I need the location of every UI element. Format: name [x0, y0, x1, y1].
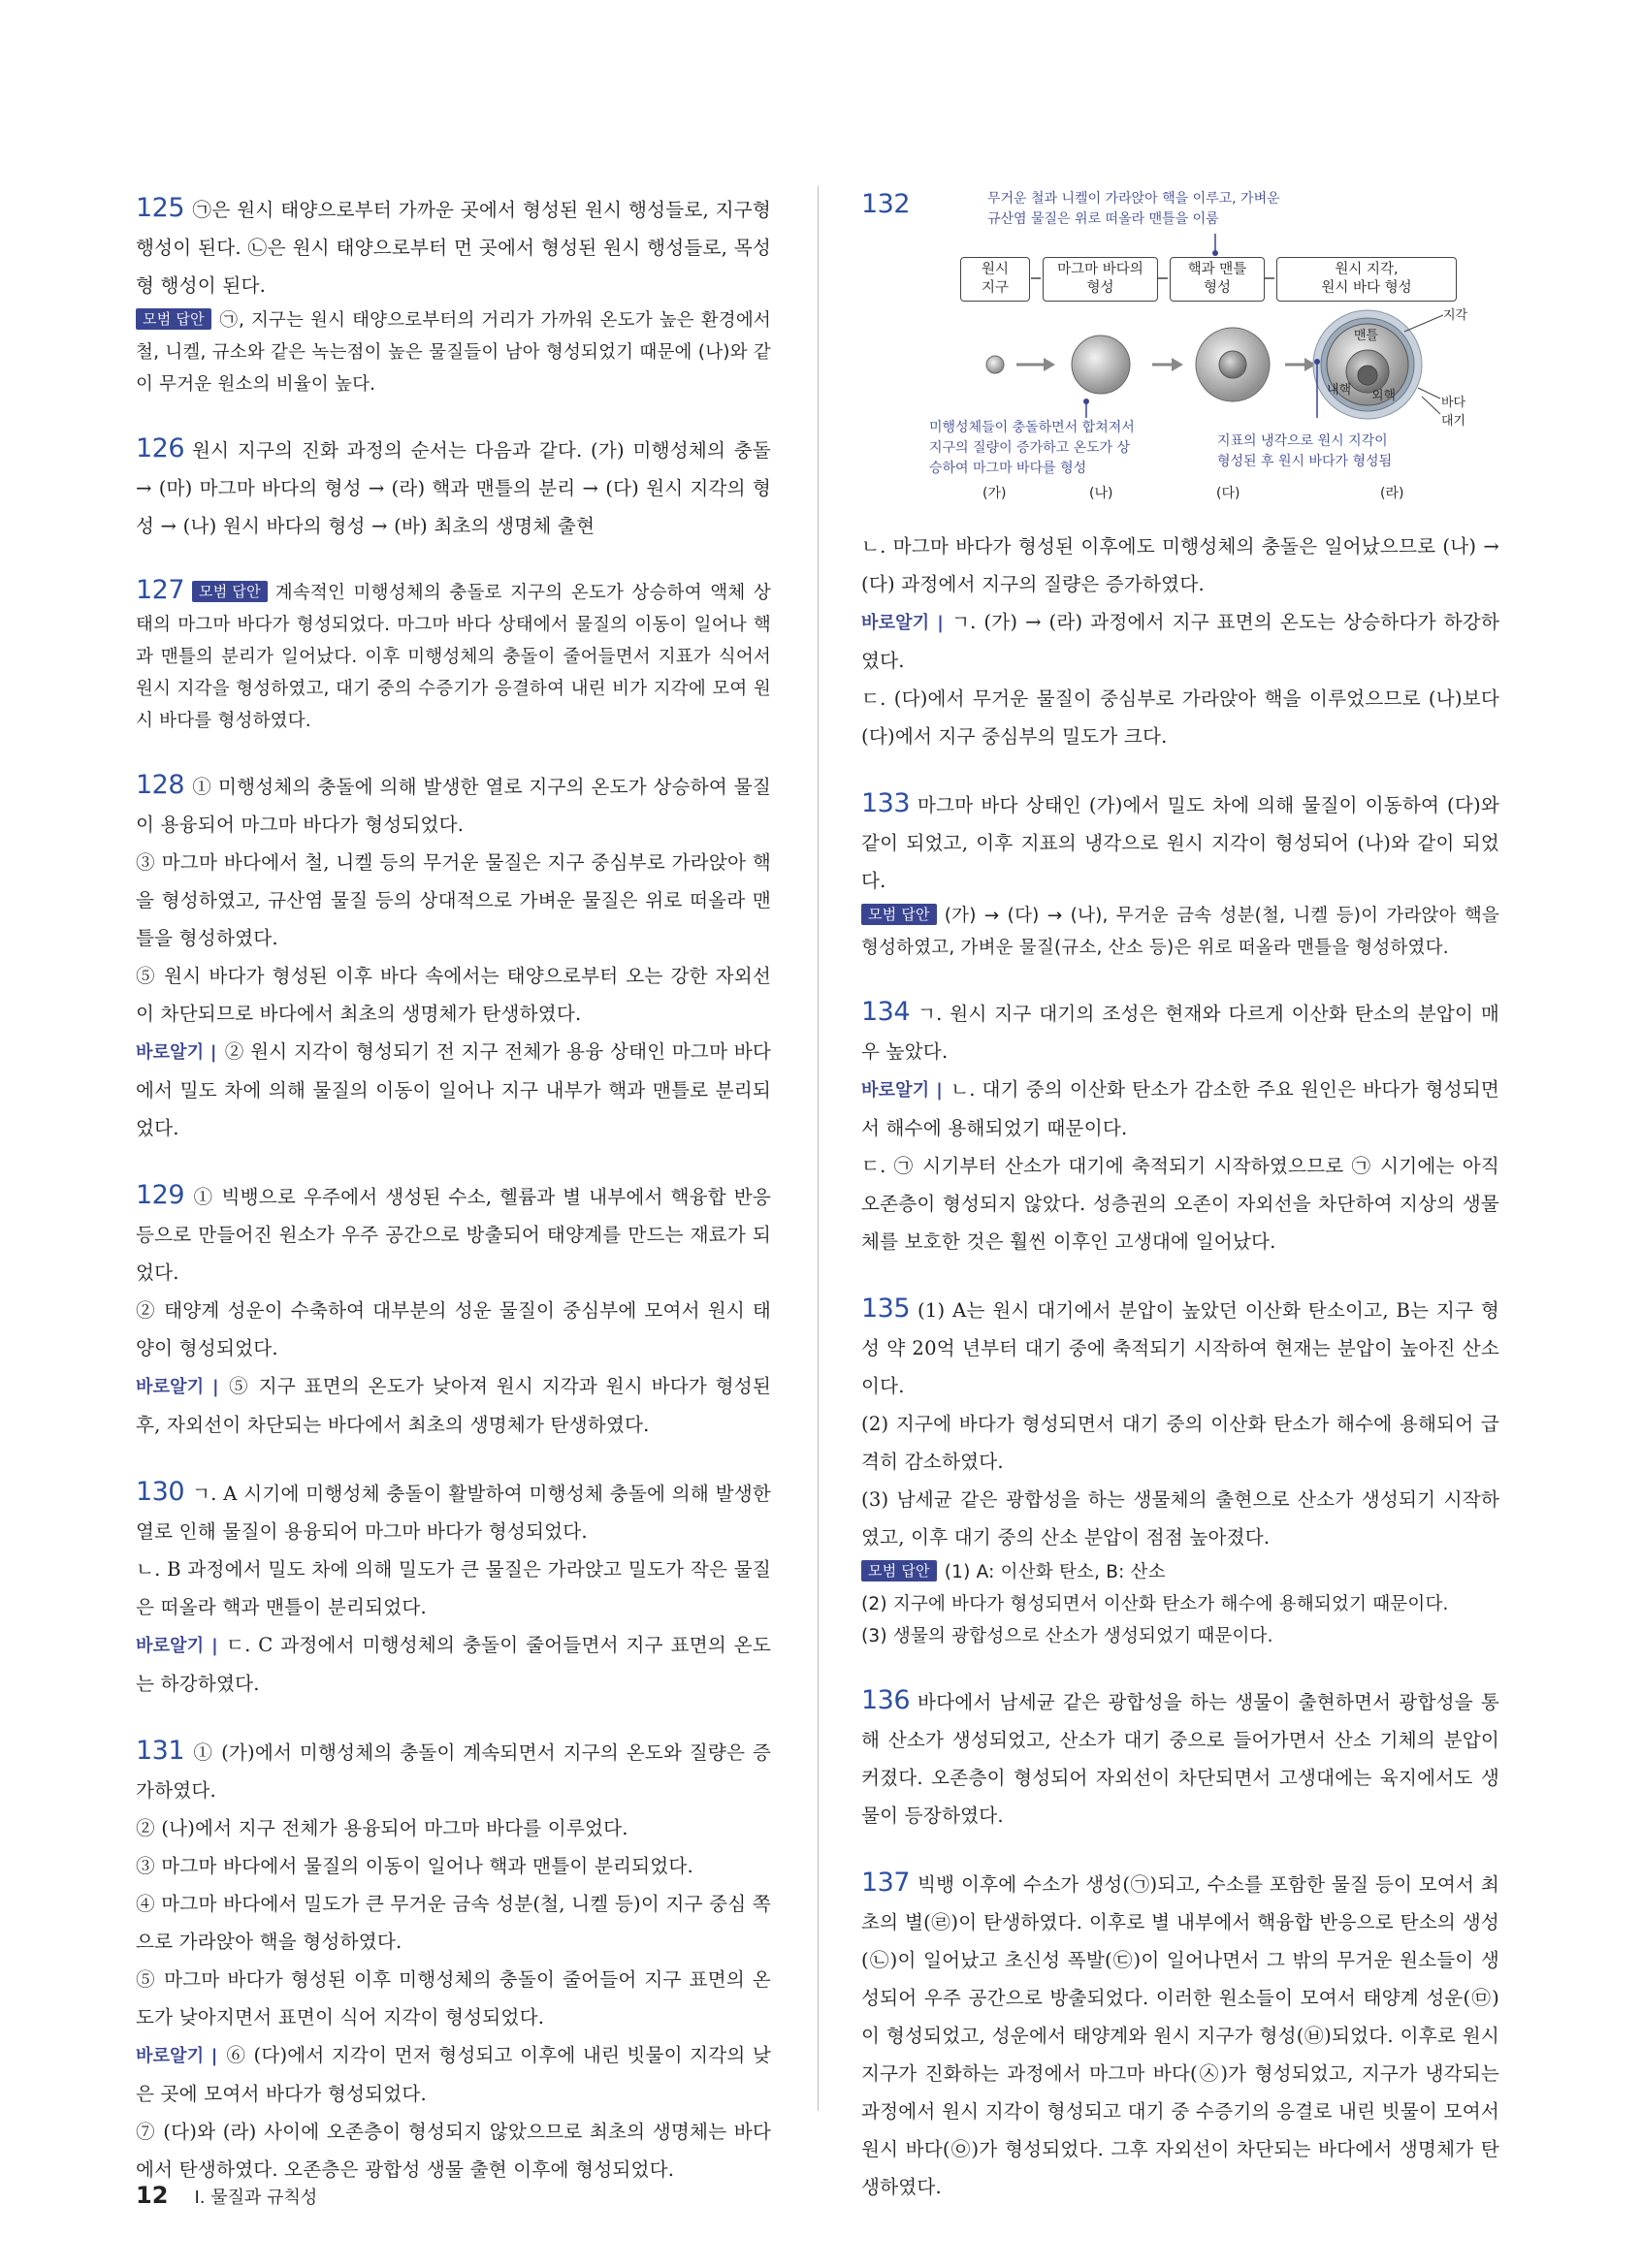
question-block: [136, 189, 771, 400]
paragraph-text: (가) → (다) → (나), 무거운 금속 성분(철, 니켈 등)이 가라앉아 핵을 형성하였고, 가벼운 물질(규소, 산소 등)은 위로 떠올라 맨틀을 형성하였다.: [861, 906, 1499, 958]
paragraph-text: ㄷ. ㉠ 시기부터 산소가 대기에 축적되기 시작하였으므로 ㉠ 시기에는 아직 오존층이 형성되지 않았다. 성층권의 오존이 자외선을 차단하여 지상의 생물체를 보호한 것은 훨씬 이후인 고생대에 일어났다.: [861, 1155, 1499, 1253]
paragraph-text: ㄱ. A 시기에 미행성체 충돌이 활발하여 미행성체 충돌에 의해 발생한 열로 인해 물질이 용융되어 마그마 바다가 형성되었다.: [136, 1483, 771, 1543]
paragraph-text: ㄴ. B 과정에서 밀도 차에 의해 밀도가 큰 물질은 가라앉고 밀도가 작은 물질은 떠올라 핵과 맨틀이 분리되었다.: [136, 1558, 771, 1618]
question-number: 129: [136, 1180, 185, 1210]
model-answer-badge: 모범 답안: [192, 581, 268, 602]
label-sea: 바다: [1441, 396, 1466, 410]
label-crust: 지각: [1443, 308, 1468, 323]
paragraph-text: ② (나)에서 지구 전체가 용융되어 마그마 바다를 이루었다.: [136, 1817, 628, 1839]
stage-box-core-mantle: 핵과 맨틀 형성: [1170, 257, 1265, 302]
explanation-text: [136, 844, 771, 957]
explanation-text: [861, 1147, 1499, 1261]
explanation-text: [136, 1961, 771, 2036]
paragraph-text: ① (가)에서 미행성체의 충돌이 계속되면서 지구의 온도와 질량은 증가하였다.: [136, 1741, 771, 1802]
paragraph-text: (2) 지구에 바다가 형성되면서 이산화 탄소가 해수에 용해되었기 때문이다.: [861, 1594, 1449, 1614]
model-answer: [136, 574, 771, 737]
paragraph-text: (3) 생물의 광합성으로 산소가 생성되었기 때문이다.: [861, 1626, 1273, 1646]
paragraph-text: ㄱ. 원시 지구 대기의 조성은 현재와 다르게 이산화 탄소의 분압이 매우 높았다.: [861, 1003, 1499, 1063]
explanation-text: [136, 1292, 771, 1367]
question-number: 136: [861, 1685, 911, 1715]
explanation-text: [136, 1176, 771, 1292]
panel-label-ra: (라): [1380, 486, 1404, 501]
section-title: I. 물질과 규칙성: [194, 2188, 318, 2208]
correction-note: [136, 2036, 771, 2113]
paragraph-text: ② 태양계 성운이 수축하여 대부분의 성운 물질이 중심부에 모여서 원시 태양이 형성되었다.: [136, 1299, 771, 1359]
paragraph-text: ⑤ 원시 바다가 형성된 이후 바다 속에서는 태양으로부터 오는 강한 자외선이 차단되므로 바다에서 최초의 생명체가 탄생하였다.: [136, 965, 771, 1025]
question-block: [861, 1864, 1499, 2206]
model-answer: [861, 1588, 1499, 1620]
stage-box-magma-ocean: 마그마 바다의 형성: [1043, 257, 1158, 302]
correction-label: 바로알기 |: [136, 1377, 219, 1397]
model-answer: [136, 304, 771, 400]
explanation-text: [136, 1847, 771, 1885]
question-block: [861, 1290, 1499, 1652]
paragraph-text: ③ 마그마 바다에서 물질의 이동이 일어나 핵과 맨틀이 분리되었다.: [136, 1855, 693, 1877]
explanation-text: [861, 1405, 1499, 1481]
paragraph-text: 계속적인 미행성체의 충돌로 지구의 온도가 상승하여 액체 상태의 마그마 바다가 형성되었다. 마그마 바다 상태에서 물질의 이동이 일어나 핵과 맨틀의 분리가 일어났다. 이후 미행성체의 충돌이 줄어들면서 지표가 식어서 원시 지각을 형성하였고, 대기 중의 수증기가 응결하여 내린 비가 지각에 모여 원시 바다를 형성하였다.: [136, 583, 771, 731]
model-answer-badge: 모범 답안: [861, 904, 937, 925]
question-number: 133: [861, 788, 911, 818]
question-number: 125: [136, 193, 185, 223]
paragraph-text: ② 원시 지각이 형성되기 전 지구 전체가 용융 상태인 마그마 바다에서 밀도 차에 의해 물질의 이동이 일어나 지구 내부가 핵과 맨틀로 분리되었다.: [136, 1040, 772, 1139]
paragraph-text: (1) A는 원시 대기에서 분압이 높았던 이산화 탄소이고, B는 지구 형성 약 20억 년부터 대기 중에 축적되기 시작하여 현재는 분압이 높아진 산소이다.: [861, 1299, 1499, 1397]
earth-evolution-diagram: [861, 189, 1499, 524]
correction-note: [861, 1070, 1499, 1147]
label-atmosphere: 대기: [1441, 414, 1466, 429]
correction-label: 바로알기 |: [861, 613, 945, 633]
question-number: 137: [861, 1868, 911, 1898]
question-block: [861, 1681, 1499, 1835]
paragraph-text: (1) A: 이산화 탄소, B: 산소: [944, 1562, 1166, 1582]
stage-box-crust-ocean: 원시 지각, 원시 바다 형성: [1276, 257, 1457, 302]
question-number: 130: [136, 1477, 185, 1507]
paragraph-text: ① 미행성체의 충돌에 의해 발생한 열로 지구의 온도가 상승하여 물질이 용융되어 마그마 바다가 형성되었다.: [136, 776, 771, 836]
explanation-text: [861, 527, 1499, 603]
column-divider: [818, 186, 819, 2111]
model-answer: [861, 1620, 1499, 1652]
label-outer-core: 외핵: [1371, 389, 1397, 403]
panel-label-ga: (가): [982, 486, 1007, 501]
paragraph-text: ㄴ. 대기 중의 이산화 탄소가 감소한 주요 원인은 바다가 형성되면서 해수에 용해되었기 때문이다.: [861, 1078, 1499, 1139]
question-number: 127: [136, 575, 185, 605]
explanation-text: [861, 1864, 1499, 2206]
explanation-text: [136, 1885, 771, 1961]
model-answer-badge: 모범 답안: [861, 1560, 937, 1581]
paragraph-text: ㄷ. C 과정에서 미행성체의 충돌이 줄어들면서 지구 표면의 온도는 하강하였다.: [136, 1634, 771, 1695]
paragraph-text: ④ 마그마 바다에서 밀도가 큰 무거운 금속 성분(철, 니켈 등)이 지구 중심 쪽으로 가라앉아 핵을 형성하였다.: [136, 1893, 771, 1953]
model-answer-badge: 모범 답안: [136, 308, 211, 330]
explanation-text: [861, 1681, 1499, 1835]
explanation-text: [136, 1473, 771, 1550]
question-block: [136, 574, 771, 737]
paragraph-text: ⑥ (다)에서 지각이 먼저 형성되고 이후에 내린 빗물이 지각의 낮은 곳에 모여서 바다가 형성되었다.: [136, 2044, 771, 2105]
explanation-text: [136, 1550, 771, 1626]
correction-label: 바로알기 |: [136, 1636, 218, 1656]
explanation-text: [136, 766, 771, 844]
question-number: 131: [136, 1736, 185, 1766]
label-inner-core: 내핵: [1327, 383, 1352, 398]
explanation-text: [861, 1481, 1499, 1556]
right-column: [861, 189, 1499, 2235]
paragraph-text: (3) 남세균 같은 광합성을 하는 생물체의 출현으로 산소가 생성되기 시작하였고, 이후 대기 중의 산소 분압이 점점 높아졌다.: [861, 1488, 1499, 1549]
question-block: [136, 1732, 771, 2188]
explanation-text: [136, 430, 771, 545]
paragraph-text: ⑤ 마그마 바다가 형성된 이후 미행성체의 충돌이 줄어들어 지구 표면의 온도가 낮아지면서 표면이 식어 지각이 형성되었다.: [136, 1968, 771, 2028]
correction-note: [136, 1626, 771, 1703]
question-block: [136, 766, 771, 1147]
question-block: [861, 993, 1499, 1261]
question-block: [861, 527, 1499, 755]
paragraph-text: 마그마 바다 상태인 (가)에서 밀도 차에 의해 물질이 이동하여 (다)와 같이 되었고, 이후 지표의 냉각으로 원시 지각이 형성되어 (나)와 같이 되었다.: [861, 794, 1499, 892]
explanation-text: [861, 680, 1499, 755]
label-mantle: 맨틀: [1354, 329, 1379, 343]
paragraph-text: ⑦ (다)와 (라) 사이에 오존층이 형성되지 않았으므로 최초의 생명체는 바다에서 탄생하였다. 오존층은 광합성 생물 출현 이후에 형성되었다.: [136, 2121, 771, 2181]
left-column: [136, 189, 771, 2218]
explanation-text: [136, 957, 771, 1033]
panel-label-da: (다): [1216, 486, 1240, 501]
diagram-top-note: 무거운 철과 니켈이 가라앉아 핵을 이루고, 가벼운 규산염 물질은 위로 떠올라 맨틀을 이룸: [987, 191, 1280, 227]
paragraph-text: ㉠, 지구는 원시 태양으로부터의 거리가 가까워 온도가 높은 환경에서 철, 니켈, 규소와 같은 녹는점이 높은 물질들이 남아 형성되었기 때문에 (나)와 같이 무거운 원소의 비율이 높다.: [136, 310, 771, 395]
paragraph-text: ① 빅뱅으로 우주에서 생성된 수소, 헬륨과 별 내부에서 핵융합 반응 등으로 만들어진 원소가 우주 공간으로 방출되어 태양계를 만드는 재료가 되었다.: [136, 1186, 771, 1284]
explanation-text: [861, 993, 1499, 1070]
question-number: 132: [861, 189, 911, 219]
question-number: 134: [861, 997, 911, 1027]
paragraph-text: 빅뱅 이후에 수소가 생성(㉠)되고, 수소를 포함한 물질 등이 모여서 최초의 별(㉣)이 탄생하였다. 이후로 별 내부에서 핵융합 반응으로 탄소의 생성(㉡)이 일어났고 초신성 폭발(㉢)이 일어나면서 그 밖의 무거운 원소들이 생성되어 우주 공간으로 방출되었다. 이러한 원소들이 모여서 태양계 성운(㉤)이 형성되었고, 성운에서 태양계와 원시 지구가 형성(㉥)되었다. 이후로 원시 지구가 진화하는 과정에서 마그마 바다(㉦)가 형성되었고, 지구가 냉각되는 과정에서 원시 지각이 형성되고 대기 중 수증기의 응결로 내린 빗물이 모여서 원시 바다(㉧)가 형성되었다. 그후 자외선이 차단되는 바다에서 생명체가 탄생하였다.: [861, 1873, 1499, 2198]
paragraph-text: ㄷ. (다)에서 무거운 물질이 중심부로 가라앉아 핵을 이루었으므로 (나)보다 (다)에서 지구 중심부의 밀도가 크다.: [861, 687, 1499, 748]
paragraph-text: 원시 지구의 진화 과정의 순서는 다음과 같다. (가) 미행성체의 충돌 → (마) 마그마 바다의 형성 → (라) 핵과 맨틀의 분리 → (다) 원시 지각의 형성 → (나) 원시 바다의 형성 → (바) 최초의 생명체 출현: [136, 439, 771, 537]
question-block: [136, 1473, 771, 1703]
paragraph-text: ㄴ. 마그마 바다가 형성된 이후에도 미행성체의 충돌은 일어났으므로 (나) → (다) 과정에서 지구의 질량은 증가하였다.: [861, 535, 1499, 595]
panel-label-na: (나): [1089, 486, 1113, 501]
explanation-text: [861, 784, 1499, 900]
paragraph-text: ⑤ 지구 표면의 온도가 낮아져 원시 지각과 원시 바다가 형성된 후, 자외선이 차단되는 바다에서 최초의 생명체가 탄생하였다.: [136, 1375, 772, 1436]
page-number: 12: [136, 2182, 169, 2209]
page-footer: [136, 2182, 317, 2209]
correction-label: 바로알기 |: [136, 1042, 217, 1063]
question-number: 135: [861, 1294, 911, 1324]
correction-label: 바로알기 |: [861, 1080, 944, 1101]
correction-note: [861, 603, 1499, 680]
explanation-text: [136, 189, 771, 304]
correction-label: 바로알기 |: [136, 2046, 218, 2066]
caption-cooling: 지표의 냉각으로 원시 지각이 형성된 후 원시 바다가 형성됨: [1217, 433, 1393, 469]
explanation-text: [136, 1732, 771, 1809]
question-block: [136, 1176, 771, 1444]
explanation-text: [136, 2113, 771, 2188]
paragraph-text: (2) 지구에 바다가 형성되면서 대기 중의 이산화 탄소가 해수에 용해되어 급격히 감소하였다.: [861, 1413, 1499, 1473]
paragraph-text: ㄱ. (가) → (라) 과정에서 지구 표면의 온도는 상승하다가 하강하였다.: [861, 611, 1499, 672]
explanation-text: [861, 1290, 1499, 1405]
question-number: 128: [136, 770, 185, 800]
question-block: [136, 430, 771, 545]
explanation-text: [136, 1809, 771, 1847]
question-number: 126: [136, 433, 185, 463]
paragraph-text: 바다에서 남세균 같은 광합성을 하는 생물이 출현하면서 광합성을 통해 산소가 생성되었고, 산소가 대기 중으로 들어가면서 산소 기체의 분압이 커졌다. 오존층이 형성되어 자외선이 차단되면서 고생대에는 육지에서도 생물이 등장하였다.: [861, 1691, 1499, 1827]
model-answer: [861, 1556, 1499, 1588]
paragraph-text: ㉠은 원시 태양으로부터 가까운 곳에서 형성된 원시 행성들로, 지구형 행성이 된다. ㉡은 원시 태양으로부터 먼 곳에서 형성된 원시 행성들로, 목성형 행성이 된다.: [136, 199, 771, 297]
caption-planetesimal: 미행성체들이 충돌하면서 합쳐져서 지구의 질량이 증가하고 온도가 상 승하여 마그마 바다를 형성: [929, 420, 1135, 476]
stage-box-primitive-earth: 원시 지구: [960, 257, 1030, 302]
paragraph-text: ③ 마그마 바다에서 철, 니켈 등의 무거운 물질은 지구 중심부로 가라앉아 핵을 형성하였고, 규산염 물질 등의 상대적으로 가벼운 물질은 위로 떠올라 맨틀을 형성하였다.: [136, 851, 771, 949]
question-block: [861, 784, 1499, 964]
correction-note: [136, 1367, 771, 1444]
model-answer: [861, 900, 1499, 964]
correction-note: [136, 1033, 771, 1147]
